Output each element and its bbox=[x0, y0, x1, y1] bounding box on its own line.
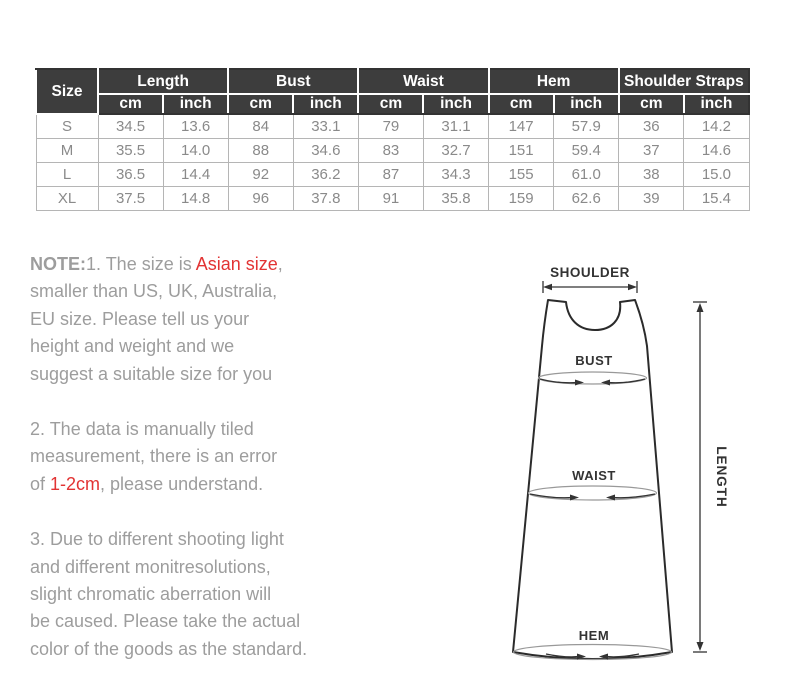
note-text: suggest a suitable size for you bbox=[30, 363, 273, 384]
col-subheader-shoulder-straps-inch: inch bbox=[684, 94, 749, 114]
measurement-cell: 31.1 bbox=[423, 114, 488, 139]
measurement-cell: 91 bbox=[358, 187, 423, 211]
measurement-cell: 159 bbox=[489, 187, 554, 211]
col-subheader-bust-cm: cm bbox=[228, 94, 293, 114]
note-text: NOTE: bbox=[30, 254, 86, 274]
col-header-waist: Waist bbox=[358, 69, 488, 94]
measurement-cell: 84 bbox=[228, 114, 293, 139]
measurement-cell: 33.1 bbox=[293, 114, 358, 139]
shoulder-label: SHOULDER bbox=[550, 265, 630, 280]
waist-label: WAIST bbox=[572, 468, 616, 483]
size-row-m bbox=[36, 139, 749, 163]
measurement-cell: 14.2 bbox=[684, 114, 749, 139]
col-subheader-length-inch: inch bbox=[163, 94, 228, 114]
measurement-cell: 14.8 bbox=[163, 187, 228, 211]
size-cell: M bbox=[36, 139, 98, 163]
hem-label: HEM bbox=[578, 628, 610, 643]
size-cell: S bbox=[36, 114, 98, 139]
note-text: measurement, there is an error bbox=[30, 446, 278, 467]
measurement-cell: 38 bbox=[619, 163, 684, 187]
measurement-cell: 34.6 bbox=[293, 139, 358, 163]
measurement-cell: 14.0 bbox=[163, 139, 228, 163]
measurement-cell: 14.6 bbox=[684, 139, 749, 163]
measurement-cell: 79 bbox=[358, 114, 423, 139]
note-paragraph-2 bbox=[30, 416, 460, 498]
size-cell: XL bbox=[36, 187, 98, 211]
size-row-s bbox=[36, 114, 749, 139]
bust-label: BUST bbox=[575, 353, 613, 368]
note-text: EU size. Please tell us your bbox=[30, 308, 250, 329]
measurement-cell: 88 bbox=[228, 139, 293, 163]
size-chart-table bbox=[35, 68, 750, 211]
measurement-cell: 34.5 bbox=[98, 114, 163, 139]
measurement-cell: 35.5 bbox=[98, 139, 163, 163]
measurement-cell: 83 bbox=[358, 139, 423, 163]
length-dimension-arrow bbox=[693, 302, 707, 652]
col-subheader-waist-inch: inch bbox=[423, 94, 488, 114]
size-cell: L bbox=[36, 163, 98, 187]
col-subheader-hem-cm: cm bbox=[489, 94, 554, 114]
measurement-cell: 61.0 bbox=[554, 163, 619, 187]
measurement-cell: 37.8 bbox=[293, 187, 358, 211]
table-units-row bbox=[36, 94, 749, 114]
measurement-cell: 39 bbox=[619, 187, 684, 211]
measurement-cell: 34.3 bbox=[423, 163, 488, 187]
measurement-cell: 59.4 bbox=[554, 139, 619, 163]
measurement-cell: 36.2 bbox=[293, 163, 358, 187]
measurement-cell: 147 bbox=[489, 114, 554, 139]
measurement-cell: 15.4 bbox=[684, 187, 749, 211]
measurement-cell: 37 bbox=[619, 139, 684, 163]
measurement-cell: 57.9 bbox=[554, 114, 619, 139]
measurement-cell: 37.5 bbox=[98, 187, 163, 211]
note-text: 2. The data is manually tiled bbox=[30, 419, 254, 440]
table-group-header-row bbox=[36, 69, 749, 94]
note-text: of bbox=[30, 473, 51, 494]
note-paragraph-3 bbox=[30, 526, 460, 663]
col-header-size: Size bbox=[36, 69, 98, 114]
col-subheader-hem-inch: inch bbox=[554, 94, 619, 114]
size-chart-table-header bbox=[36, 69, 749, 114]
measurement-cell: 32.7 bbox=[423, 139, 488, 163]
note-text: 3. Due to different shooting light bbox=[30, 529, 284, 550]
col-header-bust: Bust bbox=[228, 69, 358, 94]
measurement-cell: 14.4 bbox=[163, 163, 228, 187]
notes-section bbox=[30, 251, 460, 691]
length-label: LENGTH bbox=[714, 446, 729, 508]
note-text: , please understand. bbox=[100, 473, 264, 494]
shoulder-dimension-arrow bbox=[543, 281, 637, 293]
measurement-cell: 13.6 bbox=[163, 114, 228, 139]
measurement-cell: 155 bbox=[489, 163, 554, 187]
note-text: , bbox=[277, 254, 283, 274]
measurement-cell: 15.0 bbox=[684, 163, 749, 187]
note-text: 1. The size is bbox=[86, 254, 196, 274]
note-text: and different monitresolutions, bbox=[30, 556, 271, 577]
note-text: be caused. Please take the actual bbox=[30, 611, 301, 632]
measurement-cell: 62.6 bbox=[554, 187, 619, 211]
measurement-cell: 35.8 bbox=[423, 187, 488, 211]
size-row-xl bbox=[36, 187, 749, 211]
highlighted-text: Asian size bbox=[195, 254, 278, 274]
measurement-cell: 151 bbox=[489, 139, 554, 163]
measurement-cell: 36 bbox=[619, 114, 684, 139]
highlighted-text: 1-2cm bbox=[50, 473, 101, 494]
measurement-cell: 87 bbox=[358, 163, 423, 187]
col-subheader-length-cm: cm bbox=[98, 94, 163, 114]
col-subheader-bust-inch: inch bbox=[293, 94, 358, 114]
note-text: smaller than US, UK, Australia, bbox=[30, 281, 278, 302]
note-text: color of the goods as the standard. bbox=[30, 638, 308, 659]
col-subheader-shoulder-straps-cm: cm bbox=[619, 94, 684, 114]
dress-measurement-diagram bbox=[500, 248, 770, 700]
note-text: slight chromatic aberration will bbox=[30, 584, 272, 605]
col-header-length: Length bbox=[98, 69, 228, 94]
measurement-cell: 36.5 bbox=[98, 163, 163, 187]
size-row-l bbox=[36, 163, 749, 187]
note-paragraph-1 bbox=[30, 251, 460, 388]
col-subheader-waist-cm: cm bbox=[358, 94, 423, 114]
note-text: height and weight and we bbox=[30, 336, 235, 357]
col-header-shoulder-straps: Shoulder Straps bbox=[619, 69, 749, 94]
size-chart-table-body bbox=[36, 114, 749, 211]
measurement-cell: 96 bbox=[228, 187, 293, 211]
measurement-cell: 92 bbox=[228, 163, 293, 187]
col-header-hem: Hem bbox=[489, 69, 619, 94]
